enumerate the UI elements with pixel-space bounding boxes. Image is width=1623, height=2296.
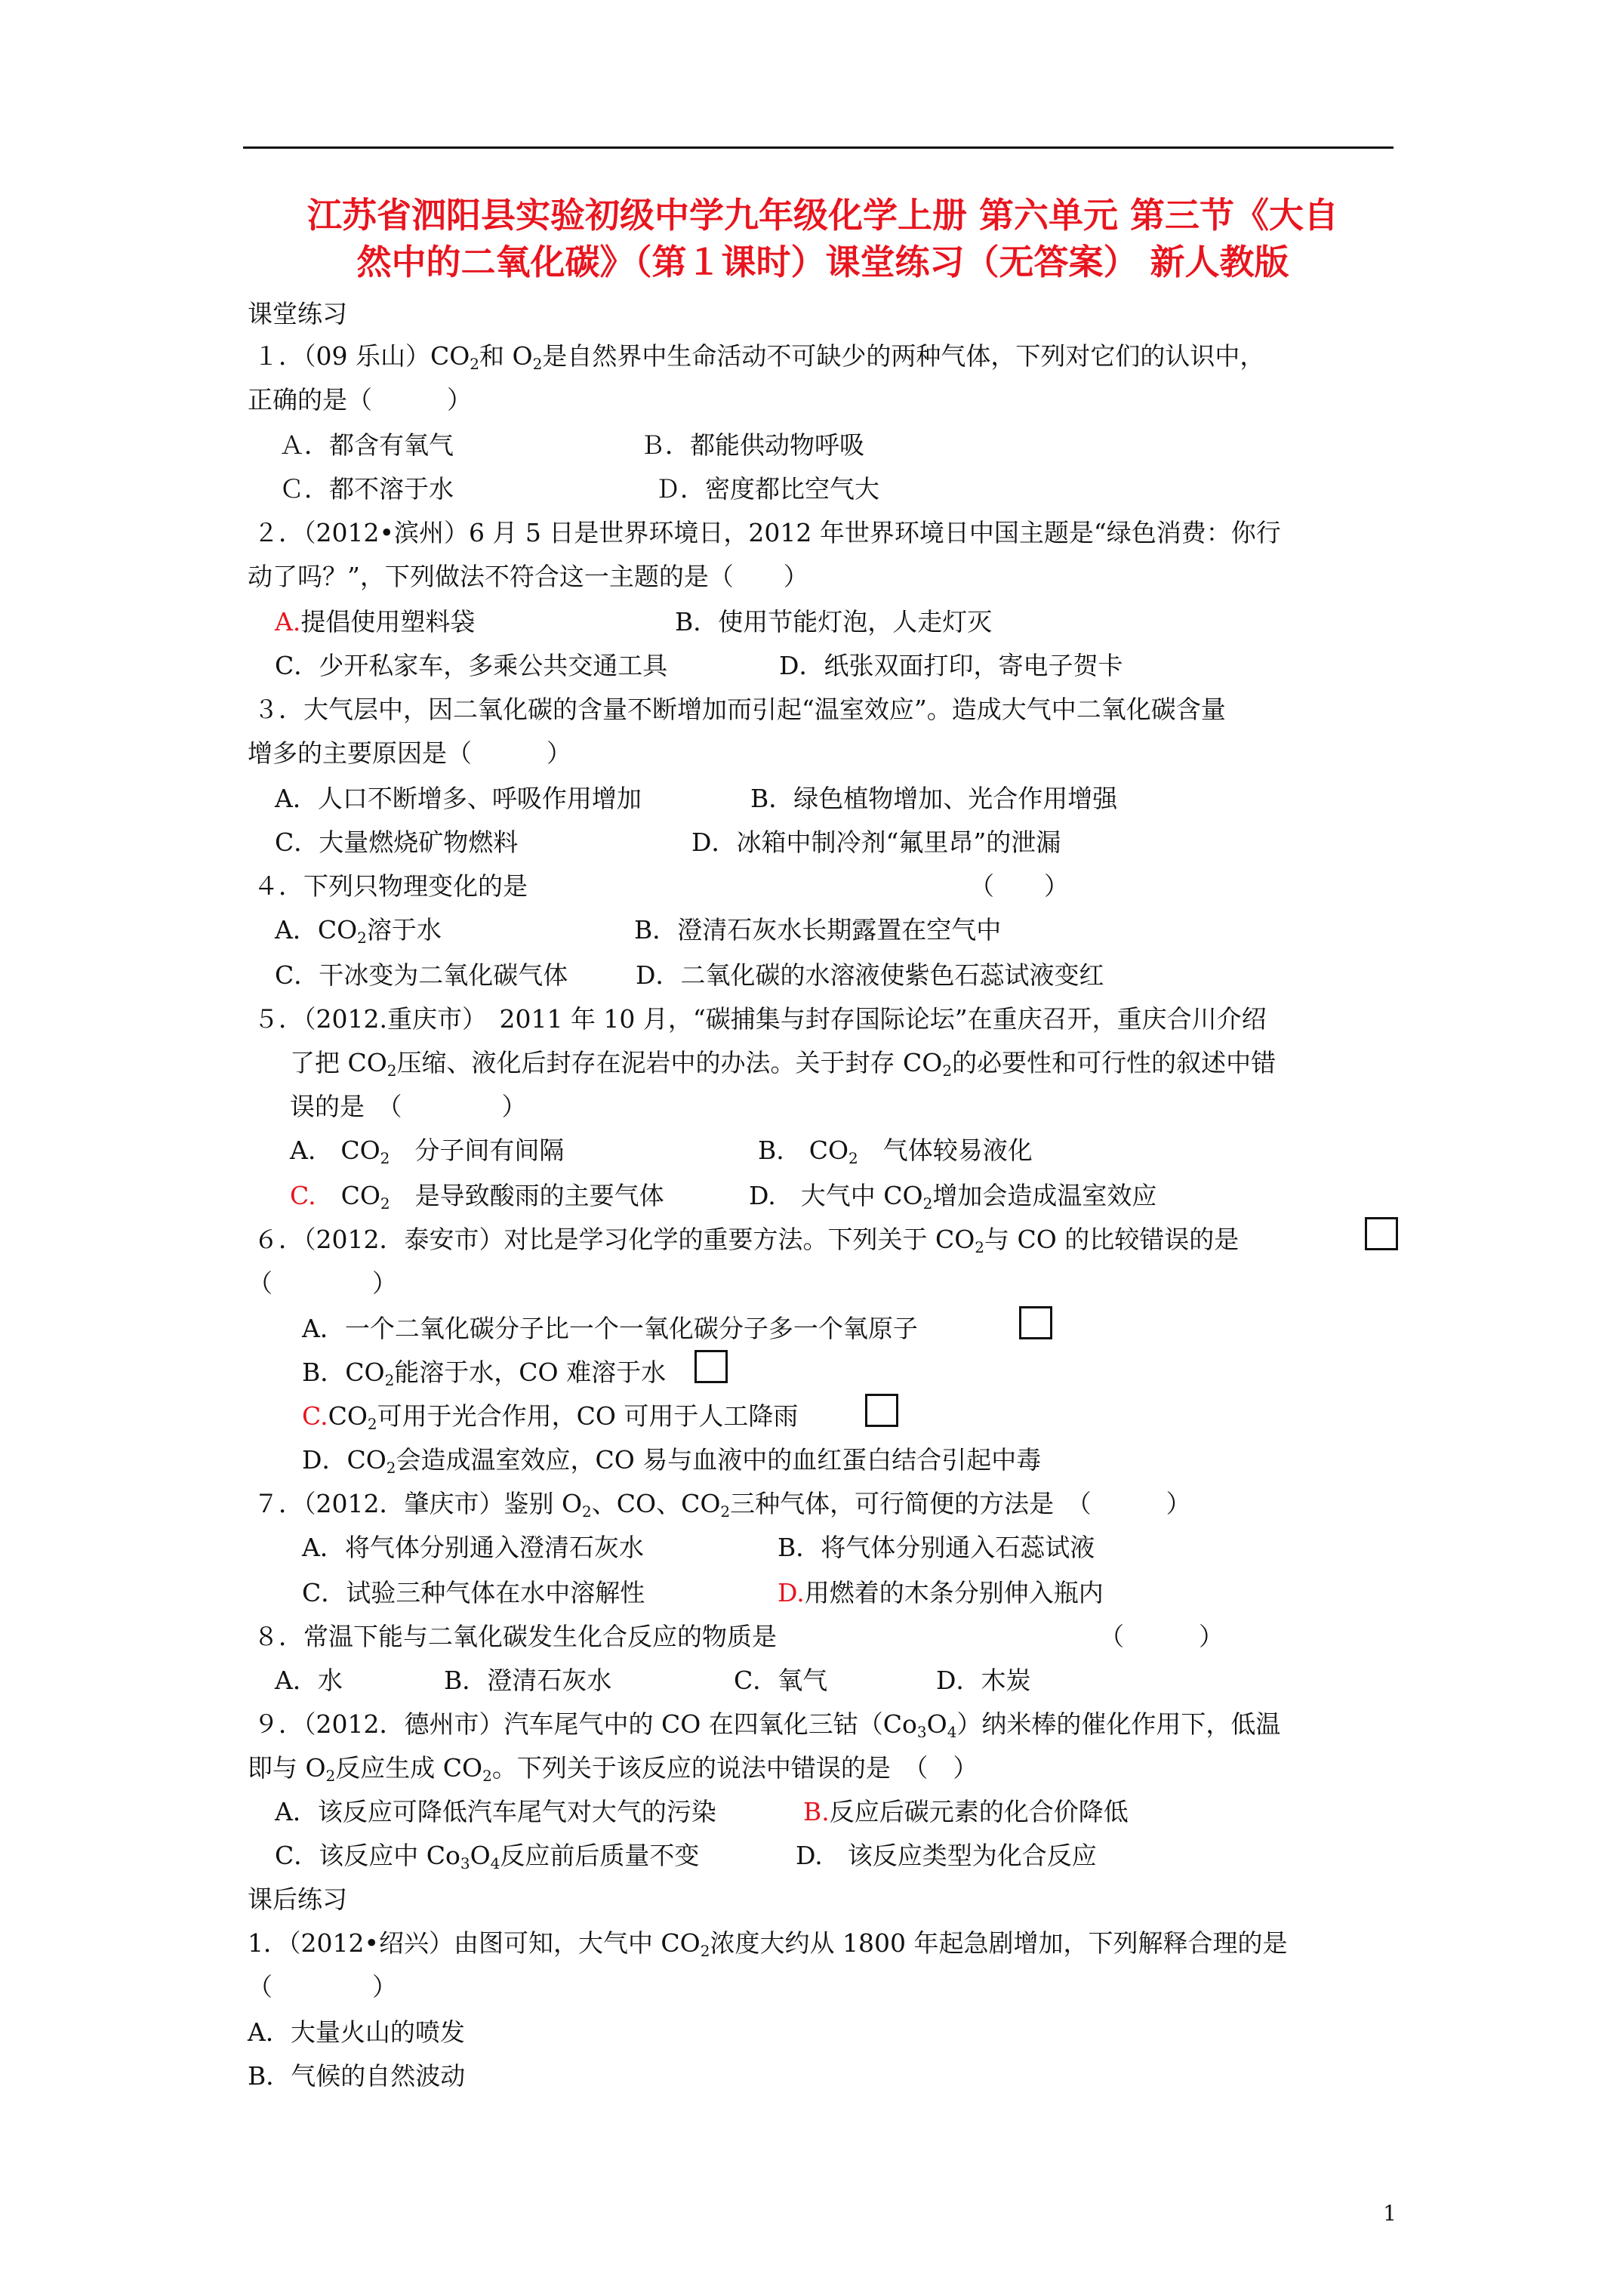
q3-option-b: B．绿色植物增加、光合作用增强 bbox=[750, 784, 1118, 813]
q6-option-b: B．$CO_2$能溶于水，CO 难溶于水 bbox=[302, 1358, 667, 1389]
q8-option-a: A．水 bbox=[275, 1666, 343, 1695]
q1-option-b: Ｂ．都能供动物呼吸 bbox=[640, 430, 864, 460]
q7-option-d: D.用燃着的木条分别伸入瓶内 bbox=[778, 1578, 1104, 1607]
section-heading-after-class: 课后练习 bbox=[248, 1885, 347, 1914]
q5-line-1: ５．（2012.重庆市） 2011 年 10 月，“碳捕集与封存国际论坛”在重庆召开，重庆合川介绍 bbox=[254, 1004, 1267, 1034]
header-rule bbox=[243, 146, 1394, 149]
q6-option-a: A．一个二氧化碳分子比一个一氧化碳分子多一个氧原子 bbox=[302, 1314, 918, 1343]
p1-line-1: 1．（2012•绍兴）由图可知，大气中 $CO_2$浓度大约从 1800 年起急剧增加，下列解释合理的是 bbox=[248, 1928, 1288, 1960]
q5-option-a: A. $CO_2$ 分子间有间隔 bbox=[290, 1136, 565, 1167]
q2-option-c: C．少开私家车，多乘公共交通工具 bbox=[275, 651, 668, 680]
q8-option-d: D．木炭 bbox=[936, 1666, 1031, 1695]
q8-stem: ８．常温下能与二氧化碳发生化合反应的物质是 bbox=[254, 1622, 777, 1651]
q1-line-2: 正确的是（ ） bbox=[248, 385, 472, 415]
q4-answer-paren: （ ） bbox=[969, 871, 1069, 901]
q2-option-d: D．纸张双面打印，寄电子贺卡 bbox=[779, 651, 1123, 680]
q4-option-a: A．$CO_2$溶于水 bbox=[275, 915, 442, 947]
q5-option-d: D. 大气中 $CO_2$增加会造成温室效应 bbox=[749, 1181, 1157, 1213]
q5-option-c: C. $CO_2$ 是导致酸雨的主要气体 bbox=[290, 1181, 664, 1213]
q8-option-c: C．氧气 bbox=[734, 1666, 828, 1695]
q2-line-1: ２．（2012•滨州）6 月 5 日是世界环境日，2012 年世界环境日中国主题是“绿色消费：你行 bbox=[254, 518, 1281, 547]
q7-option-a: A．将气体分别通入澄清石灰水 bbox=[302, 1533, 644, 1562]
q6-option-d: D．$CO_2$会造成温室效应，CO 易与血液中的血红蛋白结合引起中毒 bbox=[302, 1445, 1042, 1477]
q2-line-2: 动了吗？”，下列做法不符合这一主题的是（ ） bbox=[248, 562, 808, 591]
q8-option-b: B．澄清石灰水 bbox=[444, 1666, 612, 1695]
q6-checkbox-a[interactable] bbox=[1019, 1306, 1052, 1339]
p1-option-b: B．气候的自然波动 bbox=[248, 2061, 466, 2091]
q4-option-d: D．二氧化碳的水溶液使紫色石蕊试液变红 bbox=[636, 960, 1104, 990]
q1-line-1: １．（09 乐山）$CO_2$和 $O_2$是自然界中生命活动不可缺少的两种气体，下列对它们的认识中， bbox=[254, 341, 1265, 373]
q6-option-c: $C.CO_2$可用于光合作用，CO 可用于人工降雨 bbox=[302, 1401, 799, 1433]
q9-line-1: ９．（2012．德州市）汽车尾气中的 CO 在四氧化三钴$(Co_3O_4)$纳米棒的催化作用下，低温 bbox=[254, 1709, 1281, 1741]
q6-checkbox-stem[interactable] bbox=[1365, 1217, 1398, 1250]
q7-option-b: B．将气体分别通入石蕊试液 bbox=[778, 1533, 1095, 1562]
q2-option-a: A.提倡使用塑料袋 bbox=[275, 607, 476, 636]
q9-option-c: C．该反应中 $Co_3O_4$反应前后质量不变 bbox=[275, 1841, 700, 1872]
page-number: 1 bbox=[1383, 2201, 1397, 2226]
q5-line-3: 误的是 （ ） bbox=[290, 1092, 527, 1121]
q5-line-2: 了把 $CO_2$压缩、液化后封存在泥岩中的办法。关于封存 $CO_2$的必要性和可行性的叙述中错 bbox=[290, 1048, 1277, 1080]
title-line-1: 江苏省泗阳县实验初级中学九年级化学上册 第六单元 第三节《大自 bbox=[306, 195, 1339, 236]
q3-line-2: 增多的主要原因是（ ） bbox=[248, 738, 571, 768]
title-line-2: 然中的二氧化碳》（第１课时）课堂练习（无答案） 新人教版 bbox=[356, 242, 1289, 282]
section-heading-classroom: 课堂练习 bbox=[248, 299, 347, 328]
q9-option-b: B.反应后碳元素的化合价降低 bbox=[803, 1797, 1129, 1826]
q6-checkbox-c[interactable] bbox=[865, 1394, 898, 1427]
p1-option-a: A．大量火山的喷发 bbox=[248, 2017, 465, 2047]
q5-option-b: B. $CO_2$ 气体较易液化 bbox=[758, 1136, 1033, 1167]
q4-option-c: C．干冰变为二氧化碳气体 bbox=[275, 960, 568, 990]
q9-line-2: 即与 $O_2$反应生成 $CO_2$。下列关于该反应的说法中错误的是 （ ） bbox=[248, 1753, 978, 1785]
q7-option-c: C．试验三种气体在水中溶解性 bbox=[302, 1578, 645, 1607]
q7-stem: ７．（2012．肇庆市）鉴别 $O_2$、CO、$CO_2$三种气体，可行简便的方法是 （ ） bbox=[254, 1489, 1191, 1521]
q2-option-b: B．使用节能灯泡，人走灯灭 bbox=[675, 607, 993, 636]
document-title bbox=[242, 192, 1404, 285]
q4-stem: ４．下列只物理变化的是 bbox=[254, 871, 528, 901]
q6-checkbox-b[interactable] bbox=[694, 1350, 728, 1383]
q4-option-b: B．澄清石灰水长期露置在空气中 bbox=[634, 915, 1002, 945]
q1-option-c: Ｃ．都不溶于水 bbox=[279, 474, 454, 504]
q3-option-d: D．冰箱中制冷剂“氟里昂”的泄漏 bbox=[691, 827, 1061, 857]
q8-answer-paren: （ ） bbox=[1099, 1622, 1224, 1651]
q1-option-a: Ａ．都含有氧气 bbox=[279, 430, 454, 460]
q6-line-1: ６．（2012．泰安市）对比是学习化学的重要方法。下列关于 $CO_2$与 CO 的比较错误的是 bbox=[254, 1225, 1240, 1256]
q6-line-2: （ ） bbox=[248, 1268, 397, 1298]
q3-option-a: A．人口不断增多、呼吸作用增加 bbox=[275, 784, 642, 813]
q1-option-d: Ｄ．密度都比空气大 bbox=[655, 474, 879, 504]
q3-line-1: ３．大气层中，因二氧化碳的含量不断增加而引起“温室效应”。造成大气中二氧化碳含量 bbox=[254, 695, 1226, 724]
q9-option-a: A．该反应可降低汽车尾气对大气的污染 bbox=[275, 1797, 716, 1826]
q9-option-d: D. 该反应类型为化合反应 bbox=[796, 1841, 1097, 1870]
q3-option-c: C．大量燃烧矿物燃料 bbox=[275, 827, 519, 857]
p1-line-2: （ ） bbox=[248, 1972, 397, 2002]
